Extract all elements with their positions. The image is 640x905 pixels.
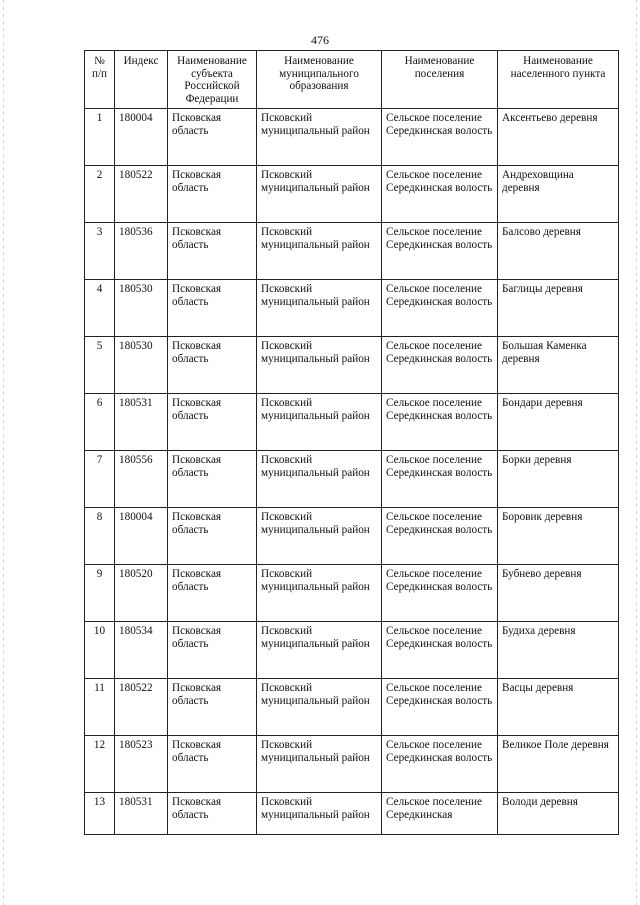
cell-index: 180531 bbox=[115, 394, 168, 451]
cell-index: 180556 bbox=[115, 451, 168, 508]
cell-number: 7 bbox=[85, 451, 115, 508]
cell-locality: Будиха деревня bbox=[498, 622, 619, 679]
cell-locality: Бондари деревня bbox=[498, 394, 619, 451]
cell-settlement: Сельское поселение Середкинская волость bbox=[382, 622, 498, 679]
cell-number: 13 bbox=[85, 793, 115, 835]
cell-number: 8 bbox=[85, 508, 115, 565]
cell-number: 10 bbox=[85, 622, 115, 679]
cell-subject: Псковская область bbox=[168, 109, 257, 166]
header-subject: Наименование субъекта Российской Федерации bbox=[168, 51, 257, 109]
cell-municipality: Псковский муниципальный район bbox=[257, 451, 382, 508]
page-number: 476 bbox=[311, 33, 329, 47]
cell-municipality: Псковский муниципальный район bbox=[257, 337, 382, 394]
localities-table bbox=[84, 50, 619, 835]
table-row bbox=[85, 166, 619, 223]
cell-locality: Васцы деревня bbox=[498, 679, 619, 736]
cell-subject: Псковская область bbox=[168, 622, 257, 679]
cell-locality: Баглицы деревня bbox=[498, 280, 619, 337]
cell-index: 180522 bbox=[115, 166, 168, 223]
cell-municipality: Псковский муниципальный район bbox=[257, 736, 382, 793]
cell-index: 180536 bbox=[115, 223, 168, 280]
table-row bbox=[85, 451, 619, 508]
header-locality: Наименование населенного пункта bbox=[498, 51, 619, 109]
cell-municipality: Псковский муниципальный район bbox=[257, 223, 382, 280]
cell-municipality: Псковский муниципальный район bbox=[257, 394, 382, 451]
cell-municipality: Псковский муниципальный район bbox=[257, 166, 382, 223]
table-row bbox=[85, 565, 619, 622]
cell-index: 180523 bbox=[115, 736, 168, 793]
table-row bbox=[85, 736, 619, 793]
table-row bbox=[85, 337, 619, 394]
cell-municipality: Псковский муниципальный район bbox=[257, 793, 382, 835]
cell-index: 180004 bbox=[115, 508, 168, 565]
cell-number: 12 bbox=[85, 736, 115, 793]
cell-settlement: Сельское поселение Середкинская волость bbox=[382, 565, 498, 622]
cell-index: 180530 bbox=[115, 280, 168, 337]
cell-settlement: Сельское поселение Середкинская волость bbox=[382, 337, 498, 394]
cell-index: 180530 bbox=[115, 337, 168, 394]
header-municipality: Наименование муниципального образования bbox=[257, 51, 382, 109]
cell-municipality: Псковский муниципальный район bbox=[257, 622, 382, 679]
cell-number: 9 bbox=[85, 565, 115, 622]
cell-subject: Псковская область bbox=[168, 223, 257, 280]
table-row bbox=[85, 280, 619, 337]
cell-index: 180522 bbox=[115, 679, 168, 736]
cell-index: 180534 bbox=[115, 622, 168, 679]
scan-edge-left bbox=[3, 0, 4, 905]
cell-subject: Псковская область bbox=[168, 280, 257, 337]
cell-municipality: Псковский муниципальный район bbox=[257, 565, 382, 622]
cell-number: 6 bbox=[85, 394, 115, 451]
table-row bbox=[85, 508, 619, 565]
cell-municipality: Псковский муниципальный район bbox=[257, 280, 382, 337]
cell-subject: Псковская область bbox=[168, 736, 257, 793]
cell-locality: Володи деревня bbox=[498, 793, 619, 835]
cell-settlement: Сельское поселение Середкинская волость bbox=[382, 223, 498, 280]
cell-locality: Великое Поле деревня bbox=[498, 736, 619, 793]
scan-edge-right bbox=[636, 0, 637, 905]
cell-number: 1 bbox=[85, 109, 115, 166]
cell-locality: Боровик деревня bbox=[498, 508, 619, 565]
cell-number: 4 bbox=[85, 280, 115, 337]
cell-index: 180004 bbox=[115, 109, 168, 166]
table-row bbox=[85, 622, 619, 679]
table-header-row bbox=[85, 51, 619, 109]
cell-locality: Большая Каменка деревня bbox=[498, 337, 619, 394]
cell-locality: Аксентьево деревня bbox=[498, 109, 619, 166]
header-settlement: Наименование поселения bbox=[382, 51, 498, 109]
cell-index: 180520 bbox=[115, 565, 168, 622]
cell-number: 2 bbox=[85, 166, 115, 223]
cell-municipality: Псковский муниципальный район bbox=[257, 508, 382, 565]
cell-settlement: Сельское поселение Середкинская волость bbox=[382, 679, 498, 736]
cell-subject: Псковская область bbox=[168, 394, 257, 451]
cell-settlement: Сельское поселение Середкинская волость bbox=[382, 394, 498, 451]
cell-locality: Борки деревня bbox=[498, 451, 619, 508]
cell-number: 11 bbox=[85, 679, 115, 736]
cell-settlement: Сельское поселение Середкинская волость bbox=[382, 736, 498, 793]
cell-municipality: Псковский муниципальный район bbox=[257, 679, 382, 736]
cell-locality: Андреховщина деревня bbox=[498, 166, 619, 223]
cell-subject: Псковская область bbox=[168, 166, 257, 223]
cell-settlement: Сельское поселение Середкинская волость bbox=[382, 109, 498, 166]
cell-settlement: Сельское поселение Середкинская волость bbox=[382, 280, 498, 337]
cell-municipality: Псковский муниципальный район bbox=[257, 109, 382, 166]
cell-subject: Псковская область bbox=[168, 679, 257, 736]
cell-locality: Балсово деревня bbox=[498, 223, 619, 280]
cell-subject: Псковская область bbox=[168, 793, 257, 835]
cell-settlement: Сельское поселение Середкинская bbox=[382, 793, 498, 835]
table-row bbox=[85, 679, 619, 736]
header-index: Индекс bbox=[115, 51, 168, 109]
table-row bbox=[85, 394, 619, 451]
cell-subject: Псковская область bbox=[168, 337, 257, 394]
table-row bbox=[85, 793, 619, 835]
cell-subject: Псковская область bbox=[168, 565, 257, 622]
cell-settlement: Сельское поселение Середкинская волость bbox=[382, 451, 498, 508]
table-row bbox=[85, 109, 619, 166]
cell-index: 180531 bbox=[115, 793, 168, 835]
cell-settlement: Сельское поселение Середкинская волость bbox=[382, 166, 498, 223]
cell-settlement: Сельское поселение Середкинская волость bbox=[382, 508, 498, 565]
header-number: № п/п bbox=[85, 51, 115, 109]
cell-locality: Бубнево деревня bbox=[498, 565, 619, 622]
cell-subject: Псковская область bbox=[168, 451, 257, 508]
cell-number: 3 bbox=[85, 223, 115, 280]
cell-subject: Псковская область bbox=[168, 508, 257, 565]
table-row bbox=[85, 223, 619, 280]
cell-number: 5 bbox=[85, 337, 115, 394]
